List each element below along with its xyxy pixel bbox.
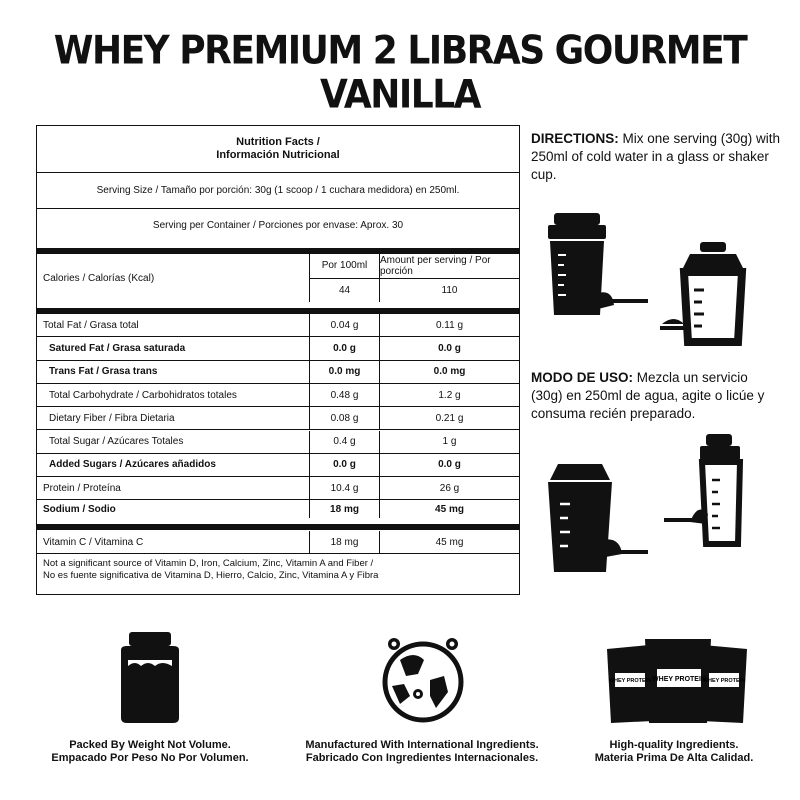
nutrient-row: [37, 431, 519, 454]
nutrient-per100: 0.0 g: [309, 454, 379, 476]
feature-ingredients-en: Manufactured With International Ingredients.: [305, 739, 539, 751]
nutrient-row: [37, 477, 519, 500]
nutrient-row: [37, 384, 519, 407]
vitamin-per100: 18 mg: [309, 531, 379, 553]
nutrient-label: Total Sugar / Azúcares Totales: [49, 436, 184, 448]
serving-size-text: Serving Size / Tamaño por porción: 30g (1 scoop / 1 cuchara medidora) en 250ml.: [96, 185, 460, 196]
servings-per-container-text: Serving per Container / Porciones por envase: Aprox. 30: [152, 220, 404, 231]
nutrient-label: Dietary Fiber / Fibra Dietaria: [49, 412, 175, 424]
nutrient-row: [37, 454, 519, 477]
nutrition-footnote: [43, 558, 378, 582]
nutrient-row: [37, 361, 519, 384]
directions-en-label: DIRECTIONS:: [531, 131, 619, 146]
feature-quality-es: Materia Prima De Alta Calidad.: [594, 752, 754, 764]
nutrient-serving: 0.21 g: [379, 407, 519, 429]
blender-cup-icon: [540, 460, 650, 580]
calories-row: [37, 254, 519, 314]
nutrient-row: [37, 407, 519, 430]
nutrient-label: Protein / Proteína: [43, 482, 121, 494]
nutrient-per100: 0.0 mg: [309, 361, 379, 383]
nutrition-title-en: Nutrition Facts /: [236, 136, 320, 148]
nutrient-serving: 26 g: [379, 477, 519, 499]
footnote-en: Not a significant source of Vitamin D, Iron, Calcium, Zinc, Vitamin A and Fiber /: [43, 558, 374, 569]
jar-icon: [115, 630, 185, 725]
nutrient-per100: 0.48 g: [309, 384, 379, 406]
nutrient-row: [37, 337, 519, 360]
nutrient-per100: 0.0 g: [309, 337, 379, 359]
protein-bags-icon: [603, 635, 753, 725]
nutrient-label: Added Sugars / Azúcares añadidos: [49, 459, 216, 471]
serving-size-row: [37, 173, 519, 209]
nutrient-serving: 0.0 mg: [379, 361, 519, 383]
page-title: WHEY PREMIUM 2 LIBRAS GOURMET VANILLA: [53, 28, 747, 118]
directions-es-text: Mezcla un servicio (30g) en 250ml de agua, agite o licúe y consuma recién preparado.: [531, 370, 765, 421]
col-header-serving: Amount per serving / Por porción: [380, 254, 519, 279]
nutrient-serving: 1.2 g: [379, 384, 519, 406]
nutrient-serving: 0.0 g: [379, 337, 519, 359]
nutrient-serving: 0.0 g: [379, 454, 519, 476]
shaker-bottle-icon: [660, 432, 760, 552]
nutrient-per100: 18 mg: [309, 500, 379, 517]
nutrition-header: [37, 126, 519, 173]
nutrient-label: Trans Fat / Grasa trans: [49, 366, 158, 378]
nutrient-label: Total Carbohydrate / Carbohidratos totales: [49, 389, 237, 401]
nutrient-per100: 10.4 g: [309, 477, 379, 499]
bag-label-center: WHEY PROTEIN: [652, 676, 706, 683]
nutrient-serving: 1 g: [379, 431, 519, 453]
calories-label: Calories / Calorías (Kcal): [43, 272, 155, 284]
nutrient-per100: 0.4 g: [309, 431, 379, 453]
calories-serving: 110: [441, 284, 458, 296]
nutrient-label: Sodium / Sodio: [43, 503, 116, 515]
directions-es: [531, 369, 781, 423]
feature-ingredients-caption: [280, 739, 564, 765]
nutrition-facts-table: [36, 125, 520, 595]
nutrient-serving: 0.11 g: [379, 314, 519, 336]
vitamin-serving: 45 mg: [379, 531, 519, 553]
vitamin-row: [37, 531, 519, 554]
feature-weight-es: Empacado Por Peso No Por Volumen.: [51, 752, 249, 764]
nutrient-per100: 0.04 g: [309, 314, 379, 336]
feature-quality-en: High-quality Ingredients.: [609, 739, 739, 751]
bag-label-left: WHEY PROTEIN: [608, 678, 652, 684]
directions-en: [531, 130, 781, 184]
feature-weight-en: Packed By Weight Not Volume.: [69, 739, 231, 751]
feature-quality-caption: [564, 739, 784, 765]
nutrient-serving: 45 mg: [379, 500, 519, 517]
calories-per100: 44: [338, 284, 351, 296]
bag-label-right: WHEY PROTEIN: [702, 678, 746, 684]
nutrient-row: [37, 500, 519, 529]
directions-es-label: MODO DE USO:: [531, 370, 634, 385]
nutrition-title-es: Información Nutricional: [216, 149, 340, 161]
shaker-with-scoop-icon: [540, 205, 650, 325]
footnote-es: No es fuente significativa de Vitamina D, Hierro, Calcio, Zinc, Vitamina A y Fibra: [43, 570, 379, 581]
col-header-per100: Por 100ml: [310, 254, 379, 279]
feature-ingredients-es: Fabricado Con Ingredientes Internacionales.: [305, 752, 539, 764]
vitamin-label: Vitamin C / Vitamina C: [43, 536, 144, 548]
feature-weight-caption: [20, 739, 280, 765]
nutrient-label: Satured Fat / Grasa saturada: [49, 342, 186, 354]
nutrient-per100: 0.08 g: [309, 407, 379, 429]
globe-icon: [378, 630, 468, 725]
directions-en-text: Mix one serving (30g) with 250ml of cold water in a glass or shaker cup.: [531, 131, 781, 182]
nutrient-row: [37, 314, 519, 337]
nutrient-label: Total Fat / Grasa total: [43, 319, 139, 331]
shaker-cup-icon: [660, 238, 760, 348]
servings-per-container-row: [37, 209, 519, 254]
